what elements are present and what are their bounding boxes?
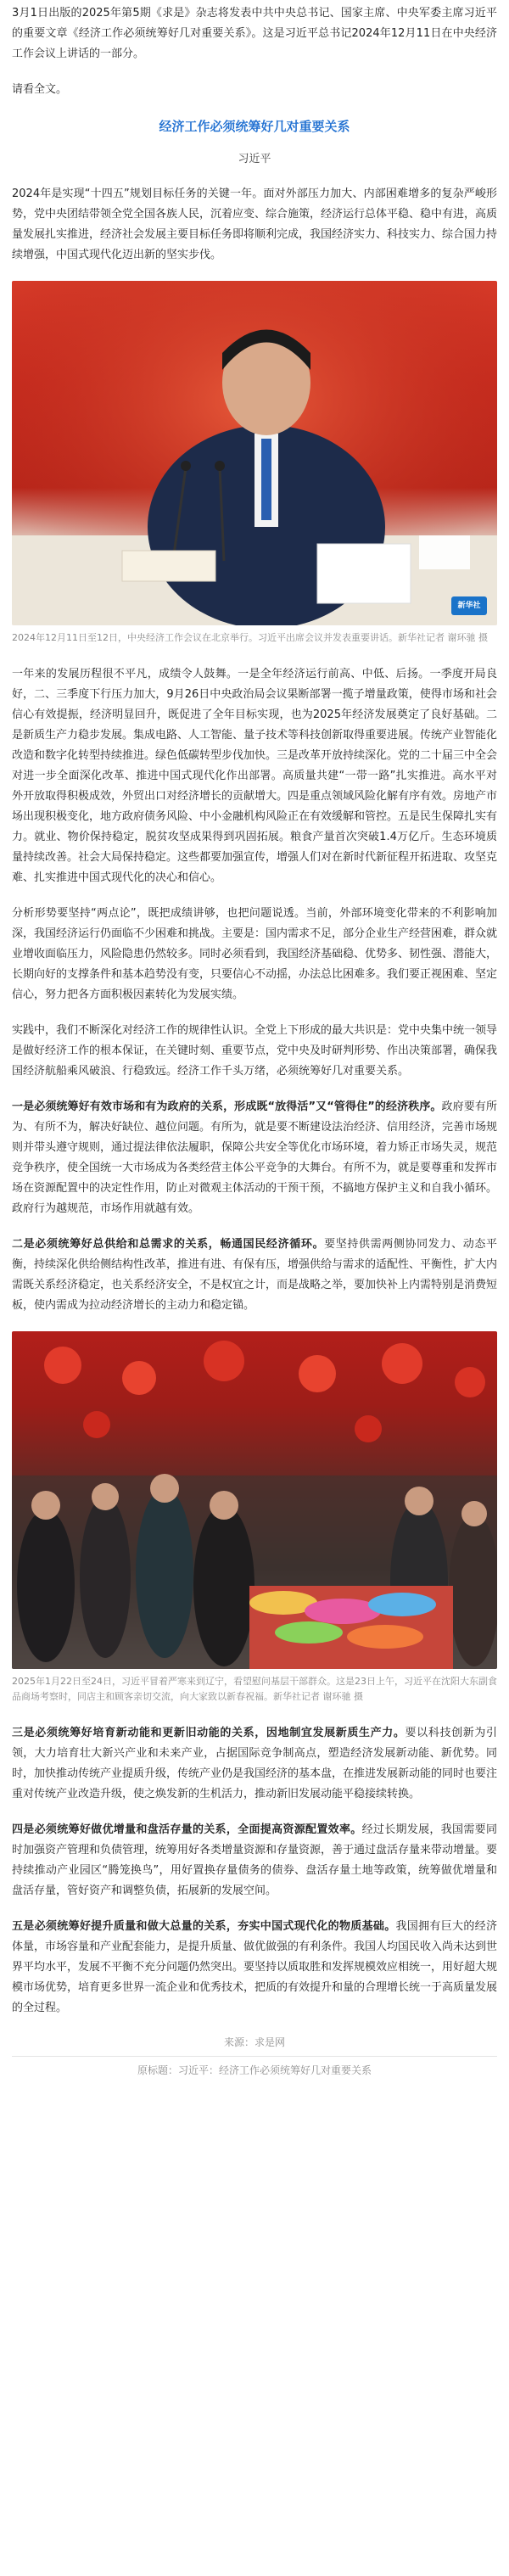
section-5 (12, 1917, 497, 2019)
section-3-body: 要以科技创新为引领，大力培育壮大新兴产业和未来产业，占据国际竞争制高点，塑造经济发展新动能、新优势。同时，加快推动传统产业提质升级，传统产业仍是我国经济的基本盘，在推进发展新动能的同时也要注重对传统产业改造升级，使之焕发新的生机活力，推动新旧发展动能平稳接续转换。 (12, 1727, 498, 1800)
section-1-lead: 一是必须统筹好有效市场和有为政府的关系，形成既“放得活”又“管得住”的经济秩序。 (12, 1100, 442, 1113)
red-lanterns (44, 1341, 485, 1442)
section-2 (12, 1235, 497, 1316)
section-3-lead: 三是必须统筹好培育新动能和更新旧动能的关系，因地制宜发展新质生产力。 (12, 1727, 406, 1739)
intro-paragraph: 3月1日出版的2025年第5期《求是》杂志将发表中共中央总书记、国家主席、中央军委主席习近平的重要文章《经济工作必须统筹好几对重要关系》。这是习近平总书记2024年12月11日在中央经济工作会议上讲话的一部分。 (12, 7, 497, 60)
section-1 (12, 1097, 497, 1219)
intro-section (12, 0, 497, 100)
section-4-lead: 四是必须统筹好做优增量和盘活存量的关系，全面提高资源配置效率。 (12, 1823, 362, 1836)
market-photo (12, 1331, 497, 1669)
section-2-body: 要坚持供需两侧协同发力、动态平衡，持续深化供给侧结构性改革，推进有进、有保有压，增强供给与需求的适配性、平衡性，扩大内需既关系经济稳定，也关系经济安全，不是权宜之计，而是战略之举，要加快补上内需特别是消费短板，使内需成为拉动经济增长的主动力和稳定锚。 (12, 1238, 498, 1312)
mic-head-left (181, 461, 191, 471)
paragraph-1: 2024年是实现“十四五”规划目标任务的关键一年。面对外部压力加大、内部困难增多的复杂严峻形势，党中央团结带领全党全国各族人民，沉着应变、综合施策，经济运行总体平稳、稳中有进，高质量发展扎实推进，经济社会发展主要目标任务即将顺利完成，我国经济实力、科技实力、综合国力持续增强，中国式现代化迈出新的坚实步伐。 (12, 188, 498, 261)
intro-read-more: 请看全文。 (12, 83, 68, 96)
market-photo-illustration (12, 1331, 497, 1669)
section-3 (12, 1723, 497, 1805)
section-4-body: 经过长期发展，我国需要同时加强资产管理和负债管理，统筹用好各类增量资源和存量资源，善于通过盘活存量来带动增量。要持续推动产业园区“腾笼换鸟”，用好置换存量债务的债券、盘活存量土地等政策，统筹做优增量和盘活存量，管好资产和调整负债，拓展新的发展空间。 (12, 1823, 498, 1897)
mic-head-right (215, 461, 225, 471)
speaker-tie (261, 439, 271, 520)
meeting-photo-illustration (12, 281, 497, 625)
article-title: 经济工作必须统筹好几对重要关系 (159, 119, 350, 134)
paragraph-3: 分析形势要坚持“两点论”，既把成绩讲够，也把问题说透。当前，外部环境变化带来的不利影响加深，我国经济运行仍面临不少困难和挑战。主要是：国内需求不足，部分企业生产经营困难，群众就业增收面临压力，风险隐患仍然较多。同时必须看到，我国经济基础稳、优势多、韧性强、潜能大，长期向好的支撑条件和基本趋势没有变，只要信心不动摇，办法总比困难多。我们要正视困难、坚定信心，努力把各方面积极因素转化为发展实绩。 (12, 907, 498, 1001)
source-line: 来源：求是网 (223, 2036, 285, 2048)
photo-caption-1: 2024年12月11日至12日，中央经济工作会议在北京举行。习近平出席会议并发表重要讲话。新华社记者 谢环驰 摄 (12, 632, 488, 643)
article-author: 习近平 (238, 153, 271, 165)
original-title-line: 原标题：习近平：经济工作必须统筹好几对重要关系 (12, 2056, 497, 2079)
section-2-lead: 二是必须统筹好总供给和总需求的关系，畅通国民经济循环。 (12, 1238, 325, 1251)
section-5-body: 我国拥有巨大的经济体量，市场容量和产业配套能力，是提升质量、做优做强的有利条件。我国人均国民收入尚未达到世界平均水平，发展不平衡不充分问题仍然突出。要坚持以质取胜和发挥规模效应相统一，用好超大规模市场优势，培育更多世界一流企业和优秀技术，把质的有效提升和量的合理增长统一于高质量发展的全过程。 (12, 1920, 498, 2014)
meeting-photo (12, 281, 497, 625)
section-4 (12, 1820, 497, 1901)
cup (419, 535, 470, 569)
article-footer (12, 2034, 497, 2079)
section-1-body: 政府要有所为、有所不为，解决好缺位、越位问题。有所为，就是要不断建设法治经济、信用经济，完善市场规则并带头遵守规则，通过提法律依法履职，保障公共安全等优化市场环境，着力矫正市场失灵，规范竞争秩序，使全国统一大市场成为各类经营主体公平竞争的大舞台。有所不为，就是要尊重和发挥市场在资源配置中的决定性作用，防止对微观主体活动的干预干预，不搞地方保护主义和自我小循环。政府行为越规范，市场作用就越有效。 (12, 1100, 498, 1215)
document-sheet (317, 544, 411, 603)
paragraph-2: 一年来的发展历程很不平凡，成绩令人鼓舞。一是全年经济运行前高、中低、后扬。一季度开局良好，二、三季度下行压力加大，9月26日中央政治局会议果断部署一揽子增量政策，使得市场和社会信心有效提振，经济明显回升，既促进了全年目标实现，也为2025年经济发展奠定了良好基础。二是新质生产力稳步发展。集成电路、人工智能、量子技术等科技创新取得重要进展。传统产业智能化改造和数字化转型持续推进。绿色低碳转型步伐加快。三是改革开放持续深化。党的二十届三中全会对进一步全面深化改革、推进中国式现代化作出部署。高质量共建“一带一路”扎实推进。高水平对外开放取得积极成效，外贸出口对经济增长的贡献增大。四是重点领域风险化解有序有效。房地产市场出现积极变化，地方政府债务风险、中小金融机构风险正在有效缓解和管控。五是民生保障扎实有力。就业、物价保持稳定，脱贫攻坚成果得到巩固拓展。粮食产量首次突破1.4万亿斤。生态环境质量持续改善。社会大局保持稳定。这些都要加强宣传，增强人们对在新时代新征程开拓进取、攻坚克难、扎实推进中国式现代化的决心和信心。 (12, 668, 498, 884)
paragraph-4: 实践中，我们不断深化对经济工作的规律性认识。全党上下形成的最大共识是：党中央集中统一领导是做好经济工作的根本保证，在关键时刻、重要节点，党中央及时研判形势、作出决策部署，确保我国经济航船乘风破浪、行稳致远。经济工作千头万绪，必须统筹好几对重要关系。 (12, 1024, 498, 1078)
section-5-lead: 五是必须统筹好提升质量和做大总量的关系，夯实中国式现代化的物质基础。 (12, 1920, 396, 1933)
photo-caption-2: 2025年1月22日至24日，习近平冒着严寒来到辽宁，看望慰问基层干部群众。这是23日上午，习近平在沈阳大东副食品商场考察时，同店主和顾客亲切交流，向大家致以新春祝福。新华社记者 谢环驰 摄 (12, 1676, 497, 1702)
xinhua-badge: 新华社 (451, 596, 487, 615)
name-card (122, 551, 215, 581)
